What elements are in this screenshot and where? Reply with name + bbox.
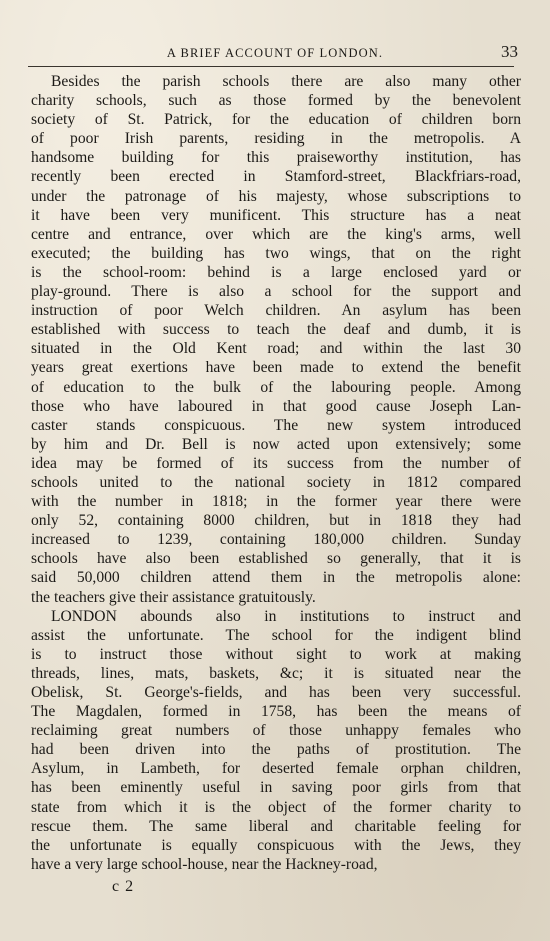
text-line: instruction of poor Welch children. An asylum has been bbox=[31, 302, 521, 320]
paragraph bbox=[31, 607, 521, 874]
text-line: with the number in 1818; in the former year there were bbox=[31, 493, 521, 511]
text-line: established with success to teach the deaf and dumb, it is bbox=[31, 321, 521, 339]
text-line: those who have laboured in that good cause Joseph Lan- bbox=[31, 397, 521, 415]
text-line: centre and entrance, over which are the king's arms, well bbox=[31, 225, 521, 243]
text-line: years great exertions have been made to extend the benefit bbox=[31, 359, 521, 377]
text-line: had been driven into the paths of prostitution. The bbox=[31, 741, 521, 759]
text-line: increased to 1239, containing 180,000 children. Sunday bbox=[31, 531, 521, 549]
text-line: reclaiming great numbers of those unhappy females who bbox=[31, 722, 521, 740]
text-line: LONDON abounds also in institutions to instruct and bbox=[51, 607, 521, 625]
running-head bbox=[28, 44, 522, 64]
text-line: the unfortunate is equally conspicuous with the Jews, they bbox=[31, 836, 521, 854]
text-line: society of St. Patrick, for the education of children born bbox=[31, 111, 521, 129]
text-line: rescue them. The same liberal and charitable feeling for bbox=[31, 817, 521, 835]
text-line: of education to the bulk of the labouring people. Among bbox=[31, 378, 521, 396]
text-line: charity schools, such as those formed by the benevolent bbox=[31, 92, 521, 110]
text-line: situated in the Old Kent road; and within the last 30 bbox=[31, 340, 521, 358]
text-line: state from which it is the object of the former charity to bbox=[31, 798, 521, 816]
text-line: have a very large school-house, near the Hackney-road, bbox=[31, 855, 378, 873]
text-line: said 50,000 children attend them in the metropolis alone: bbox=[31, 569, 521, 587]
running-title: A BRIEF ACCOUNT OF LONDON. bbox=[166, 46, 384, 60]
text-line: by him and Dr. Bell is now acted upon extensively; some bbox=[31, 435, 521, 453]
text-line: it have been very munificent. This structure has a neat bbox=[31, 206, 521, 224]
body-text bbox=[31, 72, 521, 874]
text-line: of poor Irish parents, residing in the metropolis. A bbox=[31, 130, 521, 148]
text-line: is the school-room: behind is a large enclosed yard or bbox=[31, 263, 521, 281]
text-line: is to instruct those without sight to work at making bbox=[31, 645, 521, 663]
text-line: schools have also been established so generally, that it is bbox=[31, 550, 521, 568]
page-number: 33 bbox=[501, 42, 518, 61]
text-line: recently been erected in Stamford-street, Blackfriars-road, bbox=[31, 168, 521, 186]
text-line: idea may be formed of its success from the number of bbox=[31, 454, 521, 472]
text-line: caster stands conspicuous. The new system introduced bbox=[31, 416, 521, 434]
text-line: executed; the building has two wings, that on the right bbox=[31, 244, 521, 262]
header-rule bbox=[28, 66, 514, 67]
text-line: Obelisk, St. George's-fields, and has been very successful. bbox=[31, 684, 521, 701]
text-line: the teachers give their assistance gratuitously. bbox=[31, 588, 316, 606]
text-line: Asylum, in Lambeth, for deserted female orphan children, bbox=[31, 760, 521, 778]
text-line: schools united to the national society in 1812 compared bbox=[31, 473, 521, 491]
paragraph bbox=[31, 72, 521, 607]
text-line: The Magdalen, formed in 1758, has been the means of bbox=[31, 703, 521, 721]
text-line: Besides the parish schools there are also many other bbox=[51, 73, 521, 90]
text-line: play-ground. There is also a school for the support and bbox=[31, 283, 521, 301]
text-line: assist the unfortunate. The school for the indigent blind bbox=[31, 626, 521, 644]
text-line: has been eminently useful in saving poor girls from that bbox=[31, 779, 521, 797]
text-line: threads, lines, mats, baskets, &c; it is situated near the bbox=[31, 664, 521, 682]
signature-mark: c 2 bbox=[112, 878, 135, 895]
text-line: handsome building for this praiseworthy institution, has bbox=[31, 149, 521, 167]
text-line: only 52, containing 8000 children, but in 1818 they had bbox=[31, 512, 521, 530]
text-line: under the patronage of his majesty, whose subscriptions to bbox=[31, 187, 521, 205]
